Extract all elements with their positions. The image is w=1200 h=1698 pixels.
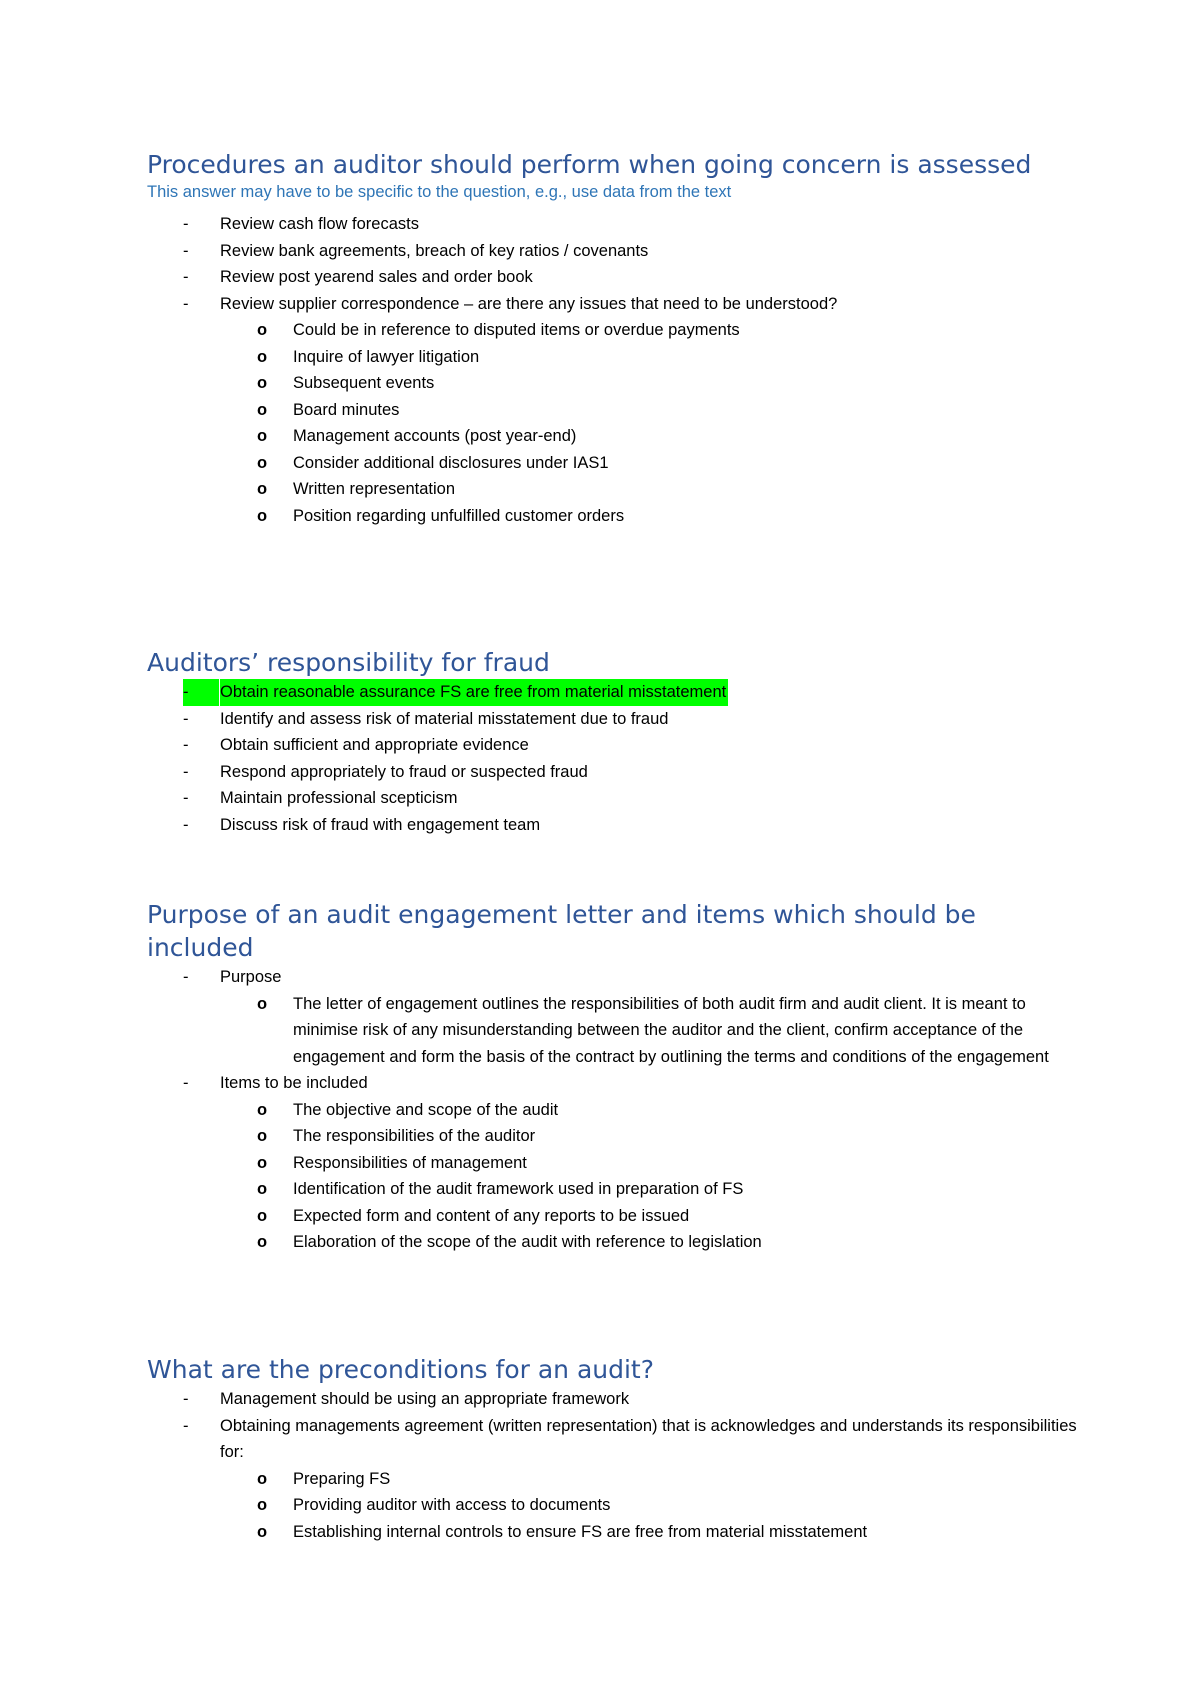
list-item: - Review bank agreements, breach of key ratios / covenants — [147, 238, 1087, 265]
list-item: - Discuss risk of fraud with engagement team — [147, 812, 1087, 839]
section-engagement-letter — [147, 898, 1087, 1256]
sub-list-item: o Inquire of lawyer litigation — [147, 344, 1087, 371]
section-preconditions — [147, 1353, 1087, 1545]
sub-list-item: o Board minutes — [147, 397, 1087, 424]
highlighted-text: Obtain reasonable assurance FS are free from material misstatement — [220, 679, 728, 706]
section-heading: What are the preconditions for an audit? — [147, 1355, 655, 1384]
sub-list-item: o Management accounts (post year-end) — [147, 423, 1087, 450]
sub-list-item: o Establishing internal controls to ensure FS are free from material misstatement — [147, 1519, 1087, 1546]
sub-list-item: o Identification of the audit framework used in preparation of FS — [147, 1176, 1087, 1203]
list-item: - Maintain professional scepticism — [147, 785, 1087, 812]
list-item: - Identify and assess risk of material misstatement due to fraud — [147, 706, 1087, 733]
list-item-items-label: - Items to be included — [147, 1070, 1087, 1097]
list-item: - Respond appropriately to fraud or suspected fraud — [147, 759, 1087, 786]
sub-list-item: o Expected form and content of any reports to be issued — [147, 1203, 1087, 1230]
section-fraud-responsibility — [147, 646, 1087, 838]
sub-list-item: o The objective and scope of the audit — [147, 1097, 1087, 1124]
sub-list-item: o Could be in reference to disputed items or overdue payments — [147, 317, 1087, 344]
section-heading: Auditors’ responsibility for fraud — [147, 648, 550, 677]
list-item: - Obtain sufficient and appropriate evidence — [147, 732, 1087, 759]
list-item: - Review cash flow forecasts — [147, 211, 1087, 238]
section-going-concern — [147, 148, 1087, 529]
bullet-list — [147, 679, 1087, 838]
list-item: - Review post yearend sales and order book — [147, 264, 1087, 291]
section-heading: Procedures an auditor should perform when going concern is assessed — [147, 150, 1032, 179]
sub-list-item: o Elaboration of the scope of the audit with reference to legislation — [147, 1229, 1087, 1256]
sub-list-item: o Position regarding unfulfilled customer orders — [147, 503, 1087, 530]
list-item: - Management should be using an appropriate framework — [147, 1386, 1087, 1413]
sub-list-item: o The responsibilities of the auditor — [147, 1123, 1087, 1150]
bullet-list — [147, 211, 1087, 529]
list-item-purpose: - Purpose — [147, 964, 1087, 991]
sub-list-item: o Preparing FS — [147, 1466, 1087, 1493]
sub-list-item: o Responsibilities of management — [147, 1150, 1087, 1177]
section-heading: Purpose of an audit engagement letter and items which should be included — [147, 900, 976, 962]
sub-list-item: o Written representation — [147, 476, 1087, 503]
section-subtitle: This answer may have to be specific to the question, e.g., use data from the text — [147, 183, 732, 201]
bullet-list — [147, 1386, 1087, 1545]
sub-list-item: o Providing auditor with access to documents — [147, 1492, 1087, 1519]
sub-list-item: o Subsequent events — [147, 370, 1087, 397]
list-item: - Obtaining managements agreement (written representation) that is acknowledges and understands its responsibilities for: — [147, 1413, 1087, 1466]
bullet-list — [147, 964, 1087, 1256]
list-item-highlighted — [147, 679, 1087, 706]
sub-list-item-purpose-text: o The letter of engagement outlines the responsibilities of both audit firm and audit client. It is meant to minimise risk of any misunderstanding between the auditor and the client, confirm acceptance of the engagement and form the basis of the contract by outlining the terms and conditions of the engagement — [147, 991, 1087, 1071]
sub-list-item: o Consider additional disclosures under IAS1 — [147, 450, 1087, 477]
list-item: - Review supplier correspondence – are there any issues that need to be understood? — [147, 291, 1087, 318]
